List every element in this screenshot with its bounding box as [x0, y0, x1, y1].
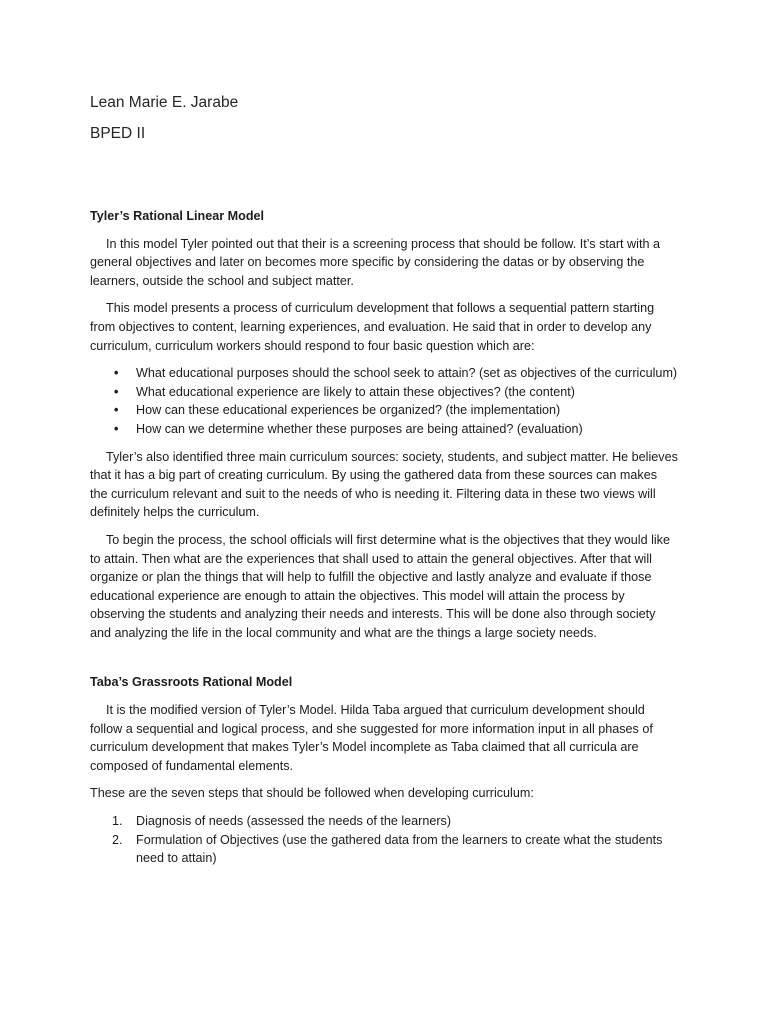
list-item	[90, 831, 678, 868]
tyler-paragraph-2: This model presents a process of curriculum development that follows a sequential pattern starting from objectives to content, learning experiences, and evaluation. He said that in order to develop any curriculum, curriculum workers should respond to four basic question which are:	[90, 301, 655, 353]
taba-steps-list	[90, 812, 678, 868]
bullet-icon: •	[114, 403, 119, 418]
list-item	[90, 383, 678, 402]
taba-heading: Taba’s Grassroots Rational Model	[90, 675, 293, 690]
list-item	[90, 420, 678, 439]
tyler-section	[90, 207, 678, 642]
bullet-icon: •	[114, 384, 119, 399]
list-item	[90, 364, 678, 383]
author-name: Lean Marie E. Jarabe	[90, 94, 239, 111]
bullet-icon: •	[114, 366, 119, 381]
list-item-text: What educational experience are likely to attain these objectives? (the content)	[136, 384, 575, 399]
list-item-text: How can these educational experiences be organized? (the implementation)	[136, 403, 561, 418]
taba-paragraph-2: These are the seven steps that should be followed when developing curriculum:	[90, 786, 534, 801]
list-item-text: Diagnosis of needs (assessed the needs of the learners)	[136, 814, 452, 829]
document-header	[90, 92, 590, 145]
bullet-icon: •	[114, 421, 119, 436]
list-item-text: Formulation of Objectives (use the gathered data from the learners to create what the students need to attain)	[136, 832, 663, 866]
tyler-paragraph-4: To begin the process, the school officials will first determine what is the objectives that they would like to attain. Then what are the experiences that shall used to attain the general objectives. After that will organize or plan the things that will help to fulfill the objective and lastly analyze and evaluate if those educational experience are enough to attain the objectives. This model will attain the process by observing the students and analyzing their needs and interests. This will be done also through society and analyzing the life in the local community and what are the things a large society needs.	[90, 532, 670, 640]
list-item-text: How can we determine whether these purposes are being attained? (evaluation)	[136, 421, 583, 436]
tyler-heading: Tyler’s Rational Linear Model	[90, 209, 265, 223]
step-number: 2.	[112, 832, 123, 847]
tyler-paragraph-1: In this model Tyler pointed out that their is a screening process that should be follow. It’s start with a general objectives and later on becomes more specific by considering the datas or by observing the learners, outside the school and subject matter.	[90, 236, 660, 288]
taba-section	[90, 673, 678, 867]
list-item	[90, 812, 678, 831]
taba-paragraph-1: It is the modified version of Tyler’s Model. Hilda Taba argued that curriculum development should follow a sequential and logical process, and she suggested for more information input in all phases of curriculum development that makes Tyler’s Model incomplete as Taba claimed that all curricula are composed of fundamental elements.	[90, 703, 653, 773]
list-item	[90, 401, 678, 420]
section-spacer	[90, 651, 678, 673]
step-number: 1.	[112, 814, 123, 829]
list-item-text: What educational purposes should the school seek to attain? (set as objectives of the curriculum)	[136, 366, 678, 381]
course-label: BPED II	[90, 125, 146, 142]
document-body	[90, 207, 678, 868]
tyler-questions-list	[90, 364, 678, 438]
tyler-paragraph-3: Tyler’s also identified three main curriculum sources: society, students, and subject matter. He believes that it has a big part of creating curriculum. By using the gathered data from these sources can makes the curriculum relevant and suit to the needs of who is needing it. Filtering data in these two views will definitely helps the curriculum.	[90, 449, 678, 520]
